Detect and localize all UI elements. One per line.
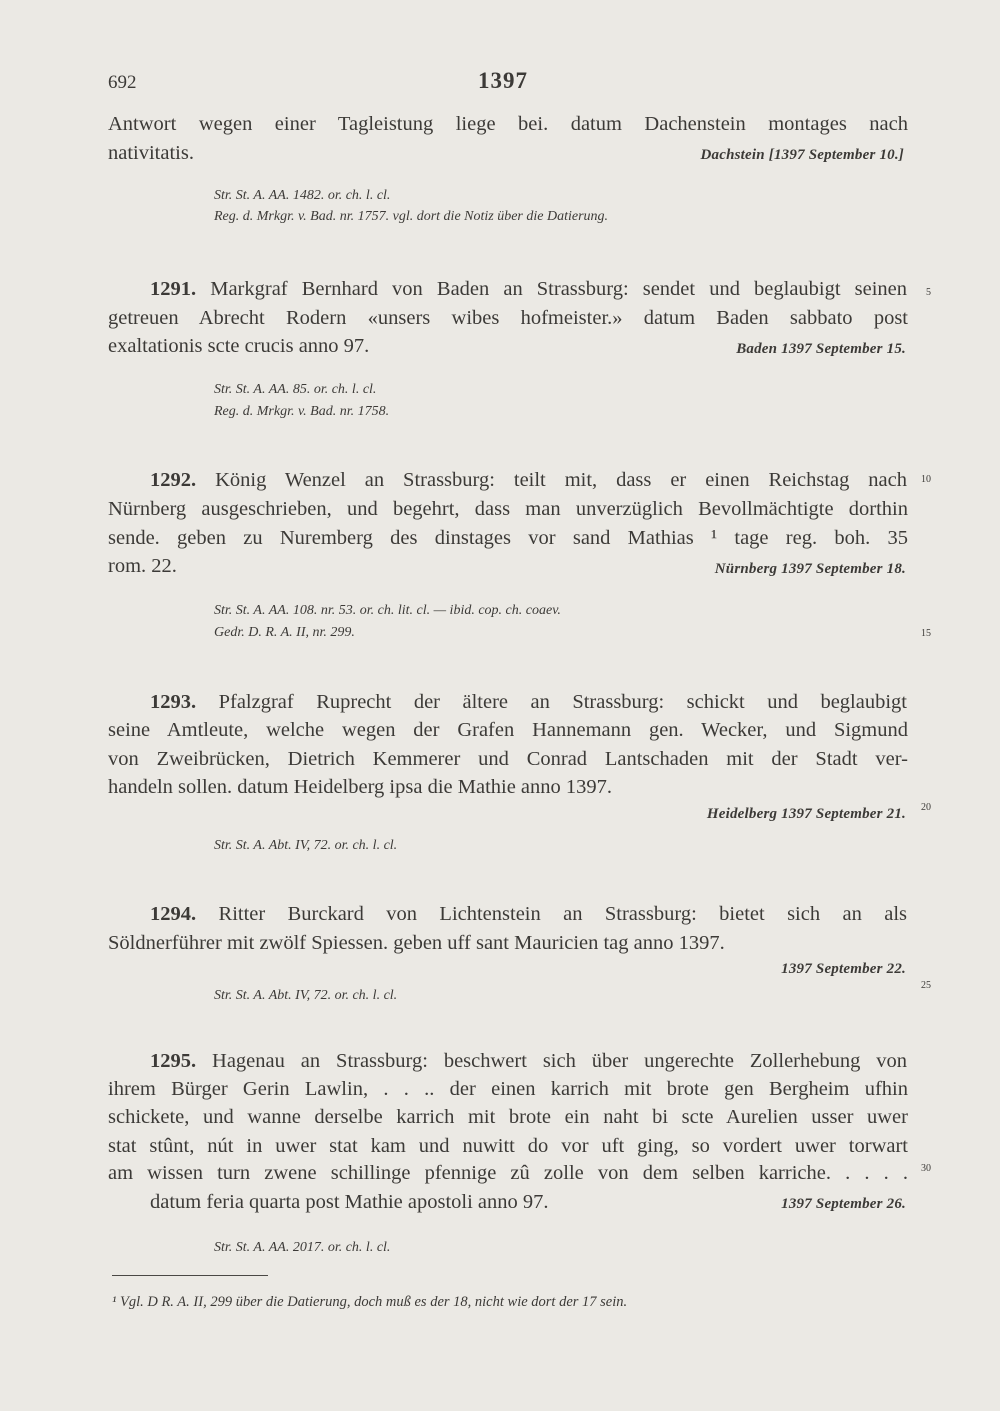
entry-1291-line <box>150 279 907 300</box>
entry-1293-line: von Zweibrücken, Dietrich Kemmerer und Conrad Lantschaden mit der Stadt ver- <box>108 748 908 770</box>
entry-date: Baden 1397 September 15. <box>736 341 906 357</box>
source-line: Gedr. D. R. A. II, nr. 299. <box>214 625 355 640</box>
entry-1292-line <box>150 470 907 491</box>
source-line: Str. St. A. AA. 1482. or. ch. l. cl. <box>214 188 391 203</box>
entry-date: Dachstein [1397 September 10.] <box>700 147 904 163</box>
entry-text: Ritter Burckard von Lichtenstein an Strassburg: bietet sich an als <box>218 903 908 925</box>
margin-line-number: 5 <box>926 287 931 298</box>
entry-1295-line: ihrem Bürger Gerin Lawlin, . . .. der einen karrich mit brote gen Bergheim ufhin <box>108 1078 908 1100</box>
entry-date: Heidelberg 1397 September 21. <box>706 806 906 822</box>
source-line: Str. St. A. Abt. IV, 72. or. ch. l. cl. <box>214 838 398 853</box>
entry-date: Nürnberg 1397 September 18. <box>714 561 906 577</box>
entry-number: 1294. <box>150 903 197 925</box>
entry-number: 1293. <box>150 691 197 713</box>
source-line: Reg. d. Mrkgr. v. Bad. nr. 1757. vgl. dort die Notiz über die Datierung. <box>214 209 609 224</box>
margin-line-number: 20 <box>921 802 931 813</box>
entry-text: Markgraf Bernhard von Baden an Strassburg: sendet und beglaubigt seinen <box>210 278 908 300</box>
entry-number: 1295. <box>150 1050 197 1072</box>
entry-date: 1397 September 22. <box>781 961 906 977</box>
entry-text: Pfalzgraf Ruprecht der ältere an Strassburg: schickt und beglaubigt <box>218 691 907 713</box>
entry-1295-line: datum feria quarta post Mathie apostoli anno 97. <box>150 1191 549 1213</box>
entry-1293-line: handeln sollen. datum Heidelberg ipsa die Mathie anno 1397. <box>108 776 613 798</box>
entry-number: 1291. <box>150 278 197 300</box>
entry-1291-line: getreuen Abrecht Rodern «unsers wibes hofmeister.» datum Baden sabbato post <box>108 307 908 329</box>
source-line: Str. St. A. AA. 85. or. ch. l. cl. <box>214 382 377 397</box>
entry-1294-line: Söldnerführer mit zwölf Spiessen. geben uff sant Mauricien tag anno 1397. <box>108 932 725 954</box>
entry-1291-line: exaltationis scte crucis anno 97. <box>108 335 370 357</box>
source-line: Str. St. A. AA. 108. nr. 53. or. ch. lit. cl. — ibid. cop. ch. coaev. <box>214 603 561 618</box>
source-line: Reg. d. Mrkgr. v. Bad. nr. 1758. <box>214 404 390 419</box>
entry-1295-line: am wissen turn zwene schillinge pfennige zû zolle von dem selben karriche. . . . . <box>108 1162 908 1184</box>
entry-1292-line: rom. 22. <box>108 555 177 577</box>
footnote: ¹ Vgl. D R. A. II, 299 über die Datierung, doch muß es der 18, nicht wie dort der 17 sein. <box>112 1294 628 1310</box>
footnote-divider <box>112 1275 268 1276</box>
source-line: Str. St. A. AA. 2017. or. ch. l. cl. <box>214 1240 391 1255</box>
entry-1292-line: Nürnberg ausgeschrieben, und begehrt, dass man unverzüglich Bevollmächtigte dorthin <box>108 498 908 520</box>
margin-line-number: 10 <box>921 474 931 485</box>
margin-line-number: 15 <box>921 628 931 639</box>
prev-entry-line: Antwort wegen einer Tagleistung liege bei. datum Dachenstein montages nach <box>108 113 908 135</box>
entry-1294-line <box>150 904 907 925</box>
entry-text: König Wenzel an Strassburg: teilt mit, dass er einen Reichstag nach <box>215 469 907 491</box>
entry-1295-line <box>150 1051 907 1072</box>
entry-1293-line: seine Amtleute, welche wegen der Grafen Hannemann gen. Wecker, und Sigmund <box>108 719 908 741</box>
entry-date: 1397 September 26. <box>781 1196 906 1212</box>
page-year-heading: 1397 <box>478 68 528 93</box>
entry-1295-line: stat stûnt, nút in uwer stat kam und nuwitt do vor uft ging, so vordert uwer torwart <box>108 1135 908 1157</box>
entry-1295-line: schickete, und wanne derselbe karrich mit brote ein naht bi scte Aurelien usser uwer <box>108 1106 908 1128</box>
source-line: Str. St. A. Abt. IV, 72. or. ch. l. cl. <box>214 988 398 1003</box>
margin-line-number: 30 <box>921 1163 931 1174</box>
margin-line-number: 25 <box>921 980 931 991</box>
prev-entry-line: nativitatis. <box>108 142 194 164</box>
entry-1293-line <box>150 692 907 713</box>
entry-text: Hagenau an Strassburg: beschwert sich über ungerechte Zollerhebung von <box>212 1050 908 1072</box>
entry-1292-line: sende. geben zu Nuremberg des dinstages vor sand Mathias ¹ tage reg. boh. 35 <box>108 527 908 549</box>
entry-number: 1292. <box>150 469 197 491</box>
page-number: 692 <box>108 72 137 93</box>
